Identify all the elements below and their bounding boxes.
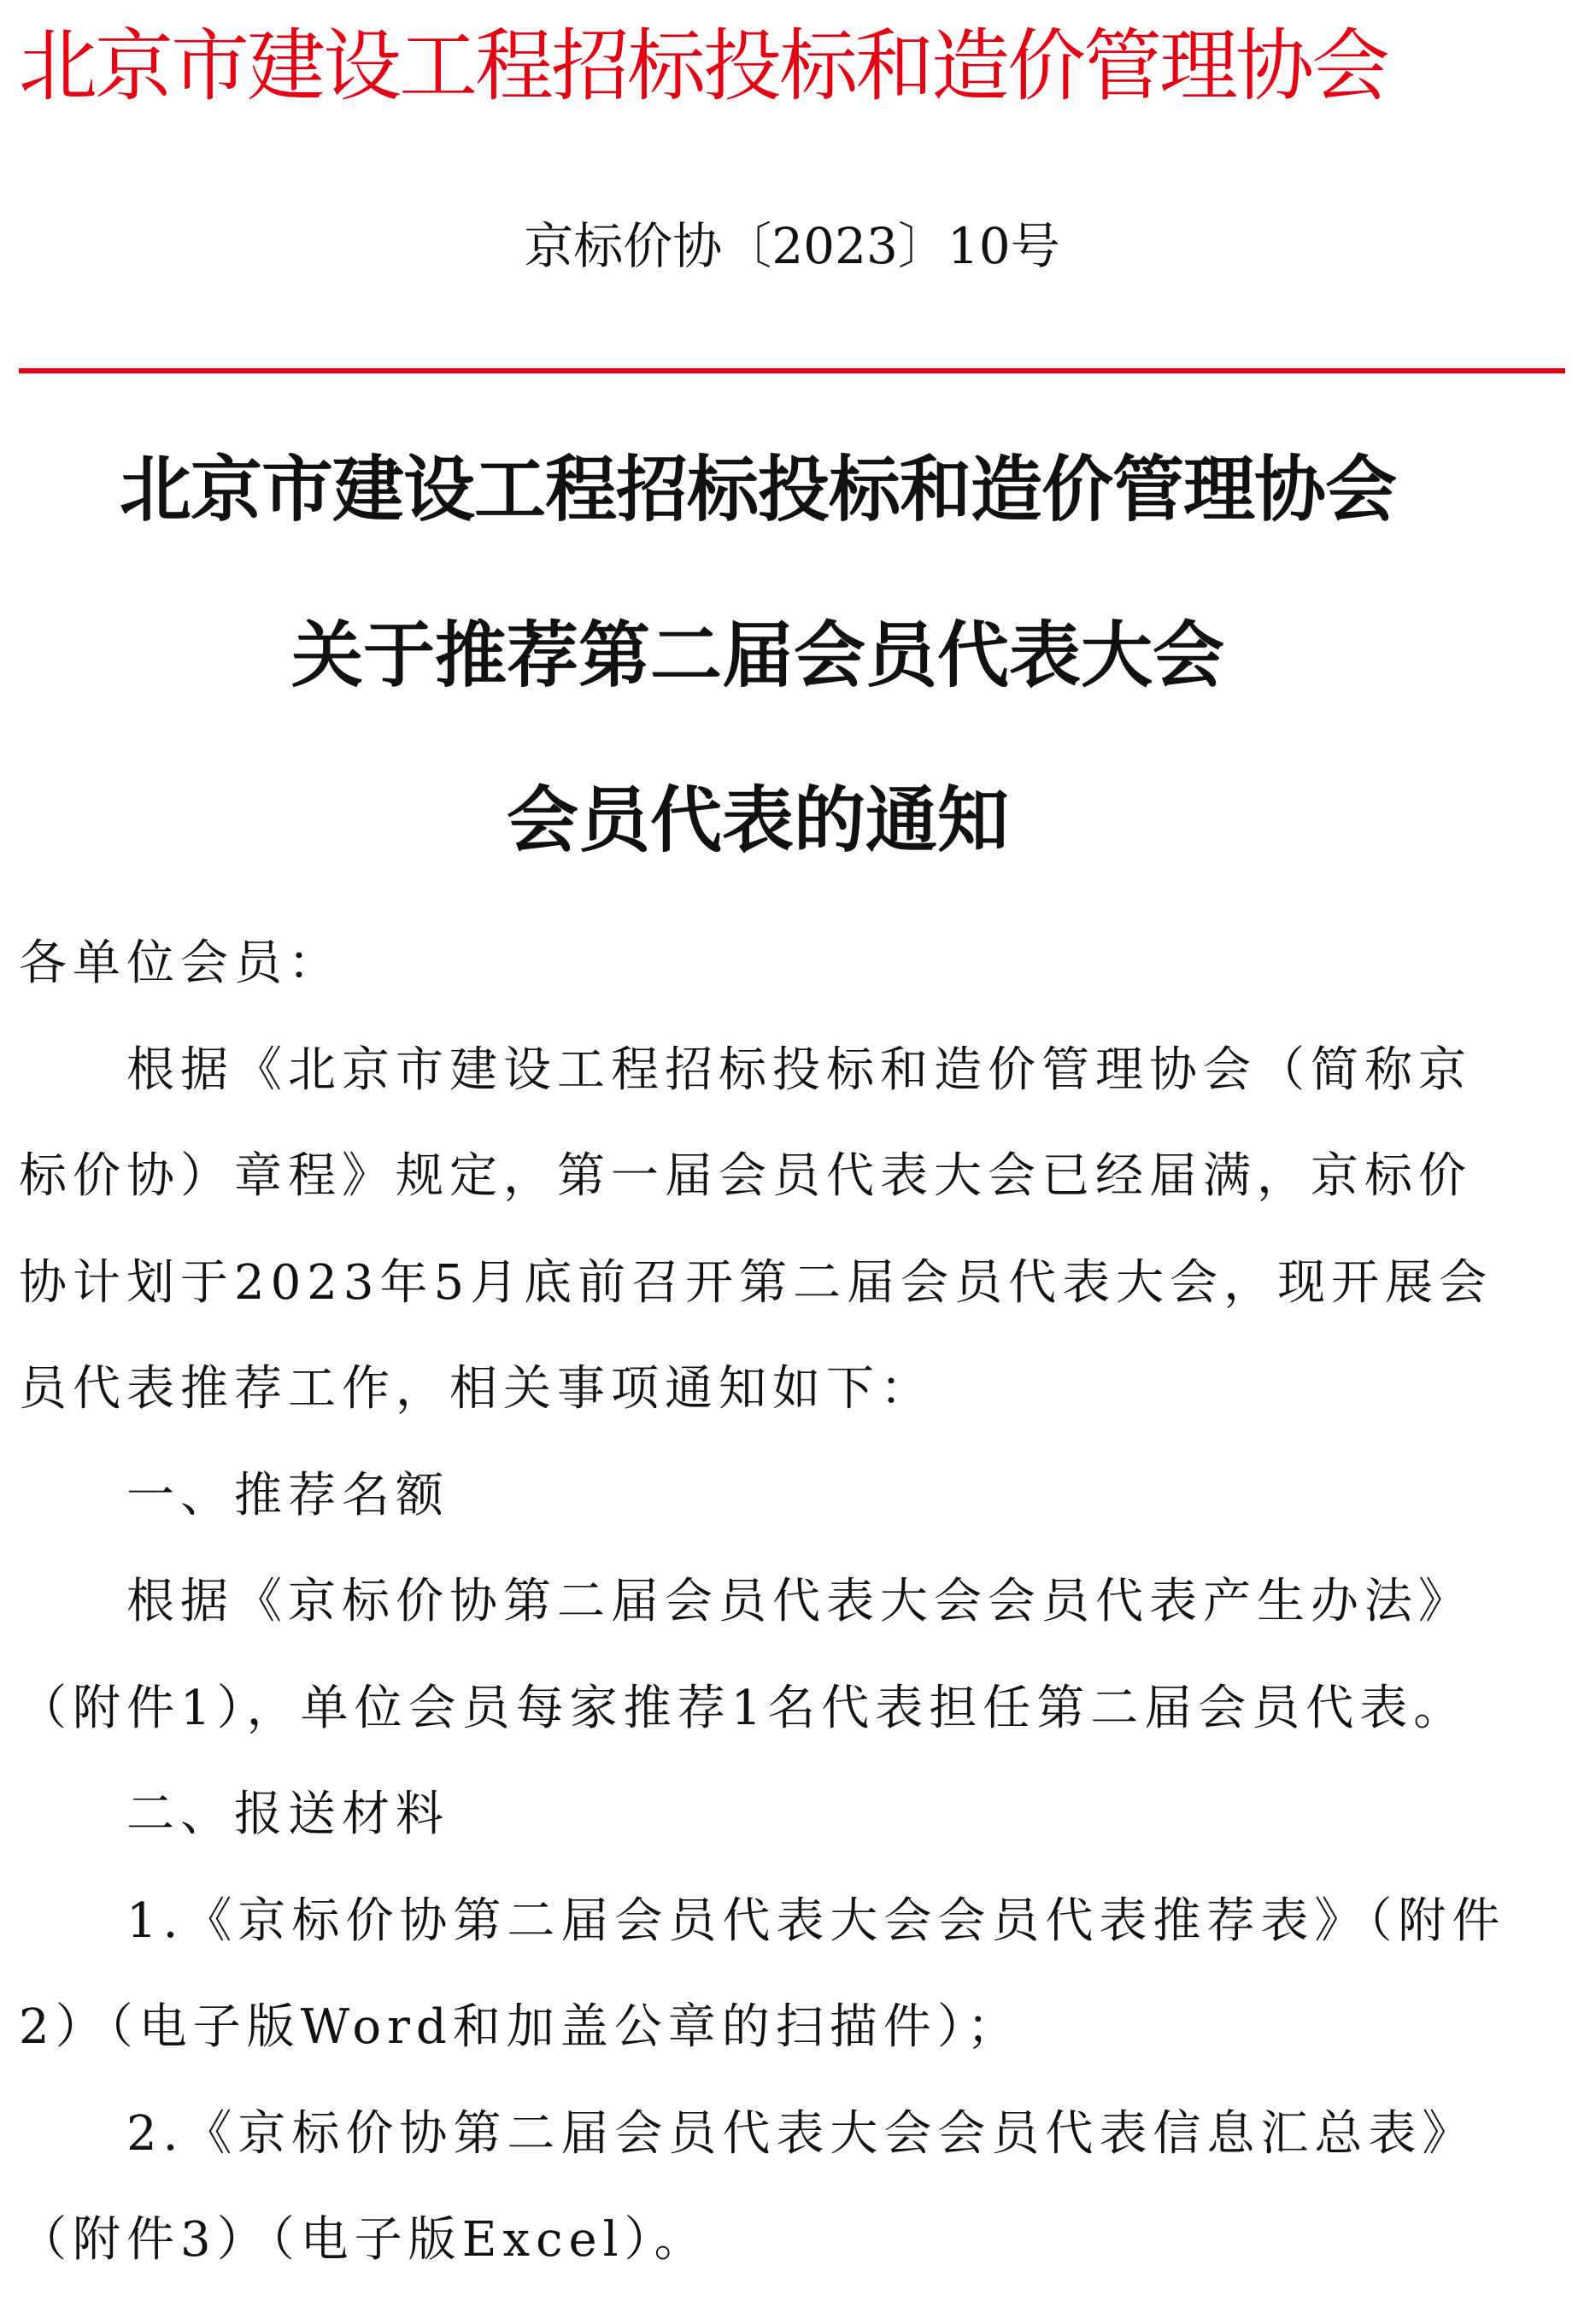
intro-paragraph: 根据《北京市建设工程招标投标和造价管理协会（简称京标价协）章程》规定，第一届会员代表大会已经届满，京标价协计划于2023年5月底前召开第二届会员代表大会，现开展会员代表推荐工作，相关事项通知如下： [19,1042,1493,1417]
document-body [19,911,1522,2294]
document-title-line-3: 会员代表的通知 [506,778,1009,862]
document-title-line-2: 关于推荐第二届会员代表大会 [290,613,1224,697]
material-item-2: 2.《京标价协第二届会员代表大会会员代表信息汇总表》（附件3）（电子版Excel）。 [19,2105,1476,2268]
document-number: 京标价协〔2023〕10号 [524,217,1060,275]
letterhead-org-name: 北京市建设工程招标投标和造价管理协会 [19,21,1388,112]
salutation: 各单位会员： [19,936,342,991]
section-1-paragraph: 根据《京标价协第二届会员代表大会会员代表产生办法》（附件1），单位会员每家推荐1名代表担任第二届会员代表。 [19,1574,1472,1736]
red-divider-line [19,368,1565,373]
material-item-1: 1.《京标价协第二届会员代表大会会员代表推荐表》（附件2）（电子版Word和加盖公章的扫描件）； [19,1893,1506,2055]
section-2-heading: 二、报送材料 [126,1787,449,1842]
section-1-heading: 一、推荐名额 [126,1467,449,1523]
document-title-line-1: 北京市建设工程招标投标和造价管理协会 [119,448,1396,531]
